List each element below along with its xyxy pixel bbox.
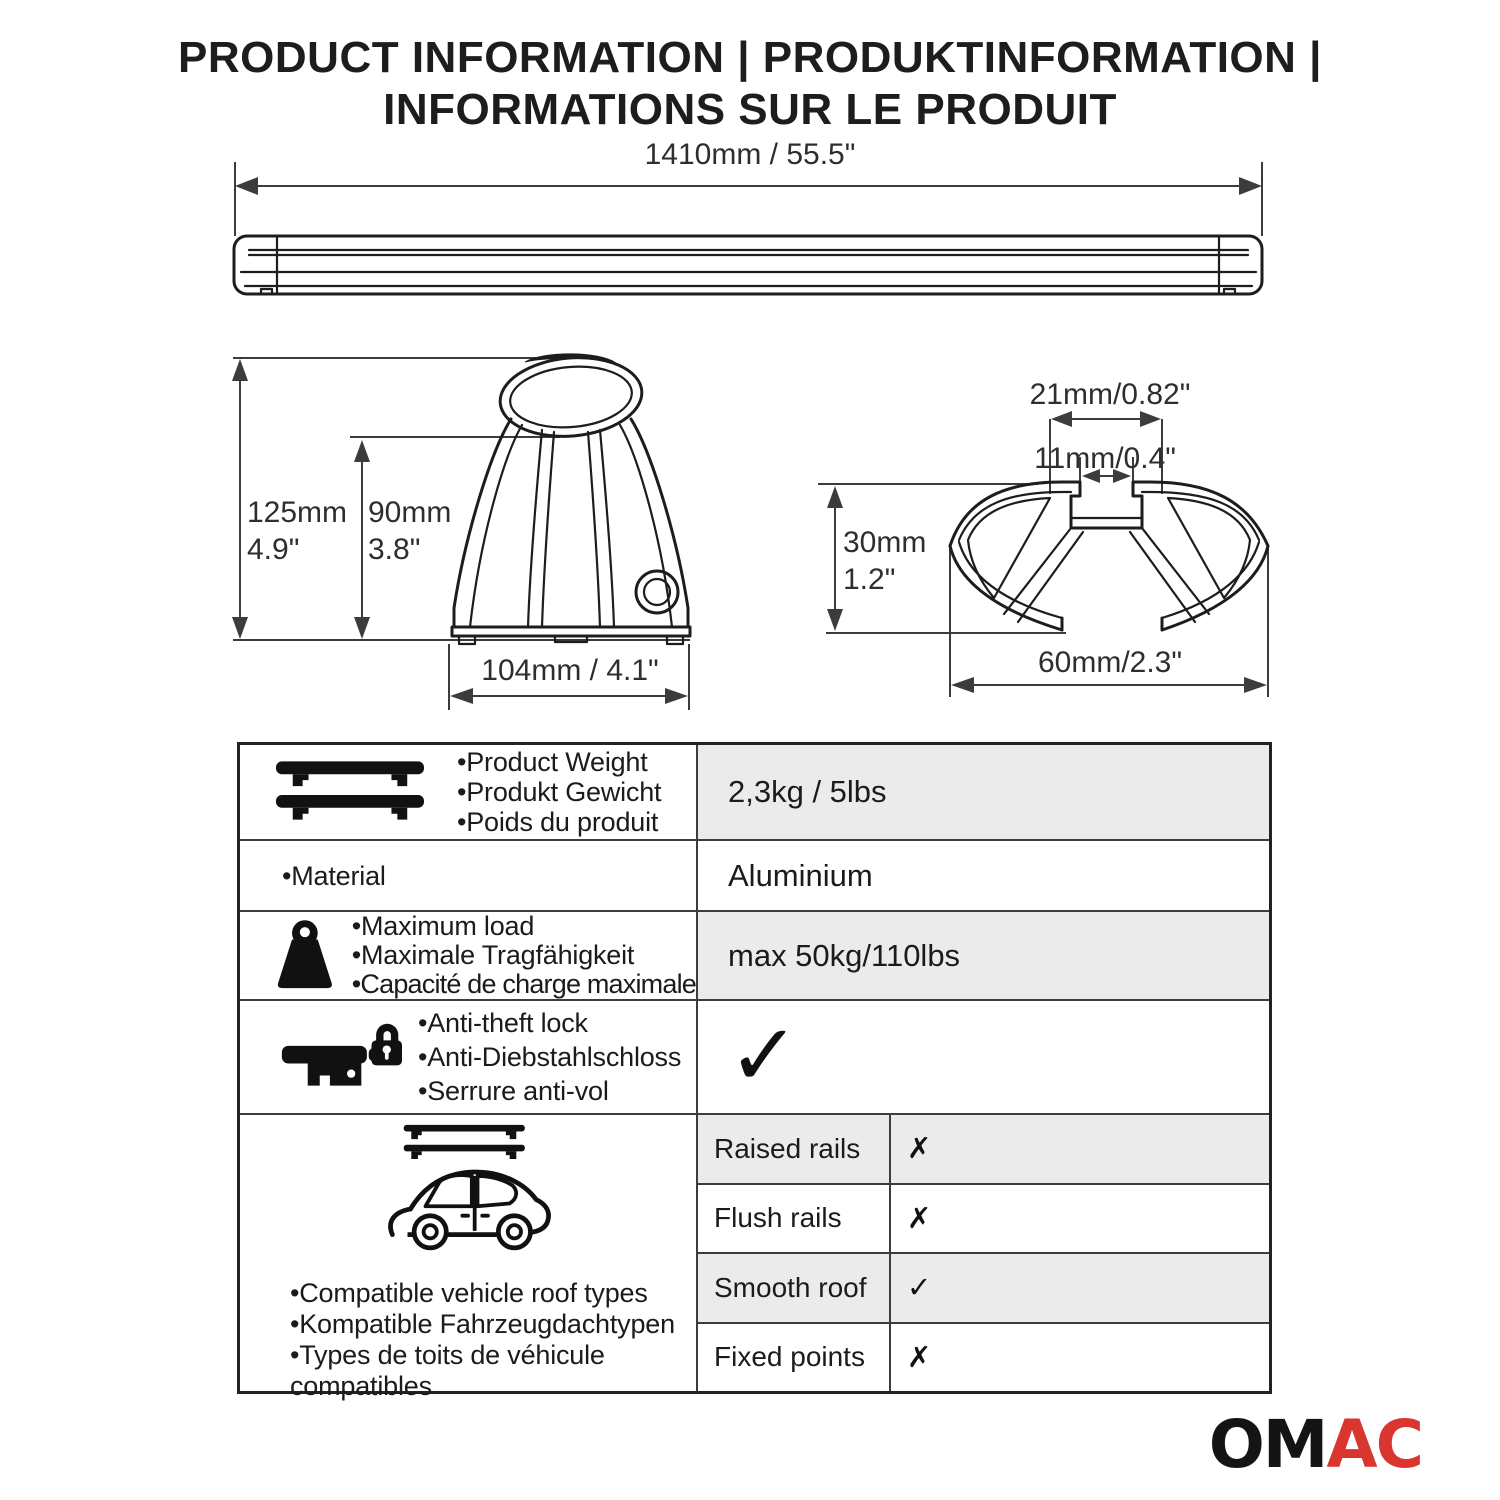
subrow-label: Fixed points [698, 1324, 891, 1392]
product-weight-value: 2,3kg / 5lbs [698, 745, 1269, 839]
page-title-line1: PRODUCT INFORMATION | PRODUKTINFORMATION | [178, 33, 1322, 82]
subrow-value [891, 1185, 1269, 1253]
subrow-value [891, 1115, 1269, 1183]
roof-bars-icon [275, 759, 425, 825]
spec-label: •Types de toits de véhicule [290, 1340, 605, 1370]
cross-mark-icon: ✗ [907, 1133, 932, 1166]
subrow-value [891, 1254, 1269, 1322]
spec-label: •Material [282, 860, 386, 891]
anti-theft-lock-icon [280, 1014, 402, 1100]
spec-label: •Compatible vehicle roof types [290, 1278, 648, 1308]
bar-length-dimension: 1410mm / 55.5" [644, 138, 856, 171]
roof-types-label-cell [240, 1115, 698, 1401]
cross-mark-icon: ✗ [907, 1341, 932, 1374]
subrow-value [891, 1324, 1269, 1392]
max-load-value: max 50kg/110lbs [698, 912, 1269, 999]
page-title-line2: INFORMATIONS SUR LE PRODUIT [383, 85, 1117, 134]
vehicle-icon-wrap [378, 1123, 560, 1268]
spec-label: •Poids du produit [457, 807, 659, 837]
table-row-roof-types [240, 1113, 1269, 1401]
page-title [0, 32, 1500, 136]
material-label-cell [240, 841, 698, 910]
spec-label: •Produkt Gewicht [457, 777, 662, 807]
subrow-flush-rails [698, 1183, 1269, 1253]
spec-label: •Maximum load [351, 911, 535, 941]
spec-label: •Anti-Diebstahlschloss [418, 1042, 682, 1072]
omac-logo [1209, 1406, 1422, 1483]
subrow-fixed-points [698, 1322, 1269, 1392]
profile-height-dimension: 30mm 1.2" [843, 526, 927, 596]
table-row-max-load [240, 910, 1269, 999]
spec-label: •Serrure anti-vol [418, 1076, 609, 1106]
spec-label-block [457, 747, 661, 837]
spec-label: •Anti-theft lock [418, 1008, 588, 1038]
profile-slot-width-dimension: 11mm/0.4" [1034, 442, 1176, 475]
table-row-anti-theft [240, 999, 1269, 1113]
spec-table [237, 742, 1272, 1401]
subrow-label: Raised rails [698, 1115, 891, 1183]
table-row-material [240, 839, 1269, 910]
subrow-raised-rails [698, 1115, 1269, 1183]
spec-label: •Product Weight [457, 747, 648, 777]
omac-logo-black: OM [1208, 1406, 1327, 1483]
foot-base-width-dimension: 104mm / 4.1" [481, 654, 659, 687]
check-mark-icon: ✓ [907, 1272, 932, 1305]
omac-logo-red: AC [1326, 1406, 1422, 1483]
anti-theft-value [698, 1001, 1269, 1113]
anti-theft-label-cell [240, 1001, 698, 1113]
foot-total-height-dimension: 125mm 4.9" [247, 496, 348, 566]
subrow-label: Smooth roof [698, 1254, 891, 1322]
spec-label: •Capacité de charge maximale [351, 969, 696, 999]
profile-bottom-width-dimension: 60mm/2.3" [1037, 646, 1183, 679]
spec-label: •Kompatible Fahrzeugdachtypen [290, 1309, 675, 1339]
crossbar-top-view-drawing [225, 152, 1275, 304]
max-load-weight-icon [270, 917, 340, 995]
spec-label: compatibles [290, 1371, 432, 1401]
spec-label-block [418, 1006, 681, 1108]
roof-types-subtable [698, 1115, 1269, 1391]
check-mark-icon: ✓ [728, 1008, 801, 1105]
spec-label-block [290, 1278, 675, 1402]
vehicle-roof-types-icon [378, 1123, 560, 1263]
max-load-label-cell [240, 912, 698, 999]
product-weight-label-cell [240, 745, 698, 839]
foot-inner-height-dimension: 90mm 3.8" [368, 496, 452, 566]
subrow-label: Flush rails [698, 1185, 891, 1253]
subrow-smooth-roof [698, 1252, 1269, 1322]
material-value: Aluminium [728, 857, 873, 893]
spec-label: •Maximale Tragfähigkeit [351, 940, 635, 970]
table-row-product-weight [240, 745, 1269, 839]
profile-top-width-dimension: 21mm/0.82" [1029, 378, 1191, 411]
cross-mark-icon: ✗ [907, 1202, 932, 1235]
spec-label-block [352, 912, 696, 999]
